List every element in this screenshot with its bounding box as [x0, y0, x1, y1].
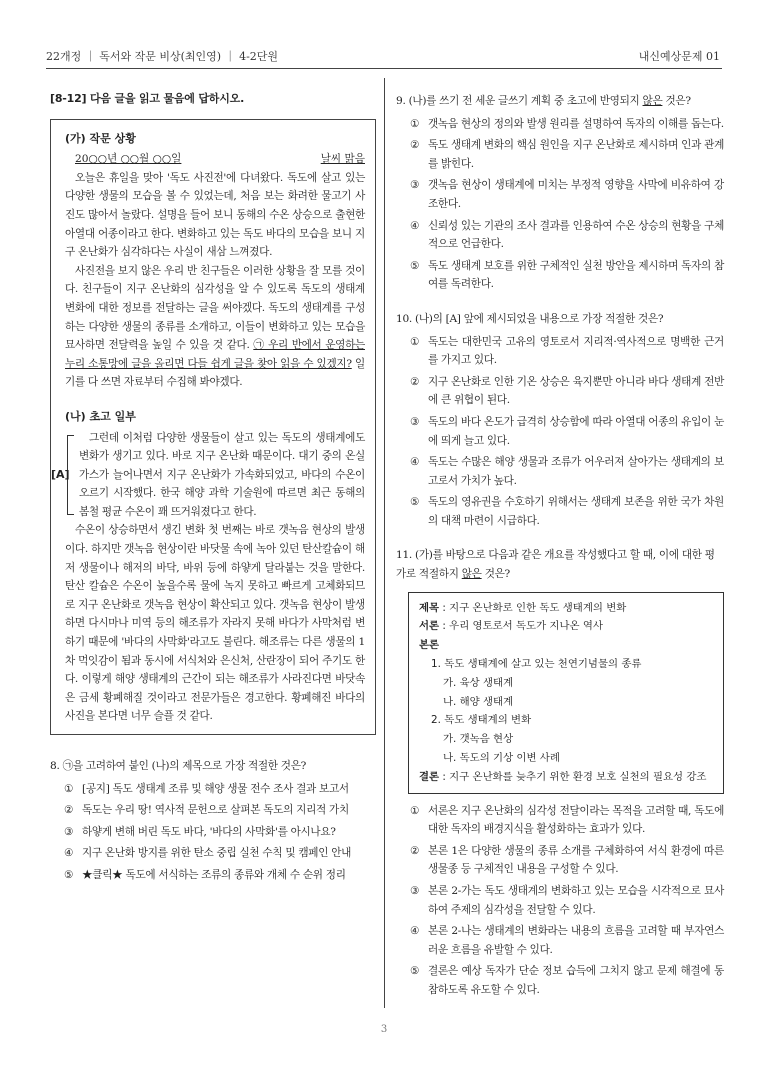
- header-right: 내신예상문제 01: [638, 50, 720, 63]
- page-number: 3: [380, 1024, 388, 1035]
- passage-box: [50, 119, 376, 735]
- diary-date: 20○○년 ○○월 ○○일: [75, 153, 182, 166]
- bracket-a-section: [51, 429, 365, 522]
- outline-body-label: 본론: [419, 639, 440, 652]
- passage-b-bracketed-paragraph: 그런데 이처럼 다양한 생물들이 살고 있는 독도의 생태계에도 변화가 생기고 있다. 바로 지구 온난화 때문이다. 대기 중의 온실가스가 늘어나면서 지구 온난화가 가속화되었고, 바다의 수온이 오르기 시작했다. 한국 해양 과학 기술원에 따르면 최근 동해의 봄철 평균 수온이 꽤 뜨거워졌다고 한다.: [79, 431, 365, 518]
- passage-a-paragraph-2: [65, 262, 365, 392]
- q10-option-3[interactable]: ③ 독도의 바다 온도가 급격히 상승함에 따라 아열대 어종의 유입이 눈에 띄게 늘고 있다.: [410, 415, 724, 447]
- left-column: [50, 90, 376, 888]
- q10-option-4[interactable]: ④ 독도는 수많은 해양 생물과 조류가 어우러져 살아가는 생태계의 보고로서 가치가 높다.: [410, 456, 724, 487]
- outline-intro: 서론 : 우리 영토로서 독도가 지나온 역사: [419, 620, 603, 633]
- outline-body-2: 2. 독도 생태계의 변화: [431, 714, 532, 727]
- passage-a-title: (가) 작문 상황: [65, 131, 136, 145]
- right-column: [396, 90, 724, 1003]
- question-10-stem: 10. (나)의 [A] 앞에 제시되었을 내용으로 가장 적절한 것은?: [396, 312, 664, 325]
- q9-option-1[interactable]: ① 갯녹음 현상의 정의와 발생 원리를 설명하여 독자의 이해를 돕는다.: [410, 117, 724, 130]
- question-11: [396, 546, 724, 999]
- q8-option-5[interactable]: ⑤ ★클릭★ 독도에 서식하는 조류의 종류와 개체 수 순위 정리: [64, 868, 346, 881]
- question-9: [396, 92, 724, 294]
- header-left: 22개정 ｜ 독서와 작문 비상(최인영) ｜ 4-2단원: [46, 50, 279, 63]
- outline-body-1b: 나. 해양 생태계: [443, 695, 514, 708]
- q8-option-3[interactable]: ③ 하얗게 변해 버린 독도 바다, '바다의 사막화'를 아시나요?: [64, 825, 336, 838]
- q8-option-2[interactable]: ② 독도는 우리 땅! 역사적 문헌으로 살펴본 독도의 지리적 가치: [64, 804, 349, 817]
- q8-option-1[interactable]: ① [공지] 독도 생태계 조류 및 해양 생물 전수 조사 결과 보고서: [64, 782, 349, 795]
- q9-option-5[interactable]: ⑤ 독도 생태계 보호를 위한 구체적인 실천 방안을 제시하며 독자의 참여를 독려한다.: [410, 259, 724, 291]
- passage-b-title: (나) 초고 일부: [65, 409, 136, 423]
- outline-title: 제목 : 지구 온난화로 인한 독도 생태계의 변화: [419, 601, 627, 614]
- q9-option-2[interactable]: ② 독도 생태계 변화의 핵심 원인을 지구 온난화로 제시하며 인과 관계를 밝힌다.: [410, 139, 724, 170]
- outline-conclusion: 결론 : 지구 온난화를 늦추기 위한 환경 보호 실천의 필요성 강조: [419, 770, 707, 783]
- question-9-stem: 9. (나)를 쓰기 전 세운 글쓰기 계획 중 초고에 반영되지 않은 것은?: [396, 95, 691, 107]
- question-8-options: [64, 780, 376, 885]
- q10-option-2[interactable]: ② 지구 온난화로 인한 기온 상승은 육지뿐만 아니라 바다 생태계 전반에 큰 위협이 된다.: [410, 375, 724, 407]
- header-rule: [46, 68, 722, 69]
- diary-weather: 날씨 맑음: [320, 153, 365, 166]
- question-11-options: [410, 802, 724, 1000]
- diary-dateline: [75, 150, 365, 169]
- outline-body-1a: 가. 육상 생태계: [443, 676, 514, 689]
- underlined-clause-1: ㉠ 우리 반에서 운영하는 누리 소통망에 글을 올리면 다들 쉽게 글을 찾아 읽을 수 있겠지?: [65, 339, 365, 370]
- question-10: [396, 310, 724, 531]
- question-9-options: [410, 115, 724, 294]
- outline-body-2b: 나. 독도의 기상 이변 사례: [443, 752, 560, 765]
- q8-option-4[interactable]: ④ 지구 온난화 방지를 위한 탄소 중립 실천 수칙 및 캠페인 안내: [64, 847, 352, 860]
- passage-a-paragraph-2-end: 일기를 다 쓰면 자료부터 수집해 봐야겠다.: [65, 357, 365, 389]
- outline-body-1: 1. 독도 생태계에 살고 있는 천연기념물의 종류: [431, 658, 642, 671]
- question-8: [50, 757, 376, 885]
- bracket-a-label: [A]: [51, 467, 70, 481]
- q11-option-4[interactable]: ④ 본론 2-나는 생태계의 변화라는 내용의 흐름을 고려할 때 부자연스러운 흐름을 유발할 수 있다.: [410, 925, 724, 956]
- passage-a-paragraph-2-text: 사진전을 보지 않은 우리 반 친구들은 이러한 상황을 잘 모를 것이다. 친구들이 지구 온난화의 심각성을 알 수 있도록 독도의 생태계 변화에 대한 정보를 전달하는 글을 써야겠다. 독도의 생태계를 구성하는 다양한 생물의 종류를 소개하고, 이들이 변화하고 있는 모습을 묘사하면 전달력을 높일 수 있을 것 같다.: [65, 264, 365, 352]
- question-10-options: [410, 333, 724, 531]
- q11-option-3[interactable]: ③ 본론 2-가는 독도 생태계의 변화하고 있는 모습을 시각적으로 묘사하여 주제의 심각성을 전달할 수 있다.: [410, 885, 724, 916]
- q11-option-2[interactable]: ② 본론 1은 다양한 생물의 종류 소개를 구체화하여 서식 환경에 따른 생물종 등 구체적인 내용을 구성할 수 있다.: [410, 844, 724, 876]
- q10-option-5[interactable]: ⑤ 독도의 영유권을 수호하기 위해서는 생태계 보존을 위한 국가 차원의 대책 마련이 시급하다.: [410, 496, 724, 527]
- q9-option-4[interactable]: ④ 신뢰성 있는 기관의 조사 결과를 인용하여 수온 상승의 현황을 구체적으로 언급한다.: [410, 219, 724, 251]
- q9-option-3[interactable]: ③ 갯녹음 현상이 생태계에 미치는 부정적 영향을 사막에 비유하여 강조한다.: [410, 179, 724, 210]
- emphasis-negative: 않은: [642, 95, 663, 107]
- instruction: [8-12] 다음 글을 읽고 물음에 답하시오.: [50, 92, 245, 105]
- q10-option-1[interactable]: ① 독도는 대한민국 고유의 영토로서 지리적·역사적으로 명백한 근거를 가지고 있다.: [410, 335, 724, 367]
- passage-a-paragraph-1: 오늘은 휴일을 맞아 '독도 사진전'에 다녀왔다. 독도에 살고 있는 다양한 생물의 모습을 볼 수 있었는데, 처음 보는 화려한 물고기 사진도 많아서 놀랐다. 설명을 들어 보니 동해의 수온 상승으로 출현한 아열대 어종이라고 한다. 변화하고 있는 독도 바다의 모습을 보니 지구 온난화가 심각하다는 사실이 새삼 느껴졌다.: [65, 171, 365, 259]
- question-8-stem: 8. ㉠을 고려하여 붙인 (나)의 제목으로 가장 적절한 것은?: [50, 760, 307, 772]
- q11-option-1[interactable]: ① 서론은 지구 온난화의 심각성 전달이라는 목적을 고려할 때, 독도에 대한 독자의 배경지식을 활성화하는 효과가 있다.: [410, 804, 724, 836]
- column-divider: [384, 78, 385, 1008]
- q11-option-5[interactable]: ⑤ 결론은 예상 독자가 단순 정보 습득에 그치지 않고 문제 해결에 동참하도록 유도할 수 있다.: [410, 965, 724, 996]
- essay-outline-box: [408, 592, 724, 794]
- outline-body-2a: 가. 갯녹음 현상: [443, 733, 514, 746]
- passage-b-paragraph-2: 수온이 상승하면서 생긴 변화 첫 번째는 바로 갯녹음 현상의 발생이다. 하지만 갯녹음 현상이란 바닷물 속에 녹아 있던 탄산칼슘이 해저 생물이나 해저의 바닥, 바위 등에 하얗게 달라붙는 것을 말한다. 탄산 칼슘은 수온이 높을수록 물에 녹지 못하고 빠르게 고체화되므로 지구 온난화로 갯녹음 현상이 확산되고 있다. 갯녹음 현상이 발생하면 다시마나 미역 등의 해조류가 자라지 못해 바다가 사막처럼 변하기 때문에 '바다의 사막화'라고도 불린다. 해조류는 다른 생물의 1차 먹잇감이 됨과 동시에 서식처와 은신처, 산란장이 되어 주기도 한다. 이렇게 해양 생태계의 근간이 되는 해조류가 사라진다면 바닷속은 금세 황폐해질 것이라고 전문가들은 경고한다. 황폐해진 바다의 사진을 본다면 너무 슬플 것 같다.: [65, 524, 365, 723]
- question-11-stem: 11. (가)를 바탕으로 다음과 같은 개요를 작성했다고 할 때, 이에 대한 평가로 적절하지 않은 것은?: [396, 549, 715, 581]
- emphasis-negative: 않은: [461, 568, 482, 581]
